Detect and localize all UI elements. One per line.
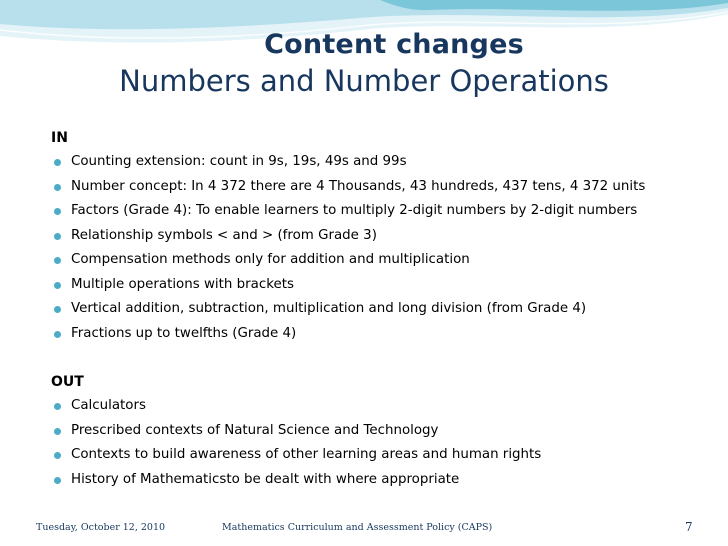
- list-item: [50, 394, 710, 419]
- bullet-icon: [54, 428, 61, 435]
- section-spacer: [50, 346, 710, 370]
- list-item: [50, 443, 710, 468]
- bullet-icon: [54, 159, 61, 166]
- list-item: [50, 273, 710, 298]
- slide-content: [50, 126, 710, 492]
- list-item-text: Calculators: [71, 398, 146, 413]
- list-item: [50, 468, 710, 493]
- bullet-icon: [54, 306, 61, 313]
- bullet-icon: [54, 331, 61, 338]
- slide-footer: [0, 518, 728, 538]
- bullet-icon: [54, 184, 61, 191]
- list-item-text: Number concept: In 4 372 there are 4 Thousands, 43 hundreds, 437 tens, 4 372 units: [71, 178, 646, 194]
- list-item-text: Prescribed contexts of Natural Science and Technology: [71, 422, 439, 438]
- section-heading-in: IN: [51, 130, 68, 146]
- bullet-icon: [54, 233, 61, 240]
- bullet-icon: [54, 452, 61, 459]
- list-item: [50, 322, 710, 347]
- section-heading-out: OUT: [51, 374, 84, 390]
- list-item-text: Compensation methods only for addition and multiplication: [71, 252, 470, 267]
- list-item: [50, 297, 710, 322]
- list-item-text: Multiple operations with brackets: [71, 276, 294, 292]
- title-block: [0, 28, 728, 100]
- bullet-icon: [54, 208, 61, 215]
- list-item-text: History of Mathematicsto be dealt with where appropriate: [71, 471, 460, 487]
- list-item: [50, 150, 710, 175]
- in-list: [50, 150, 710, 346]
- list-item: [50, 199, 710, 224]
- list-item: [50, 419, 710, 444]
- list-item-text: Vertical addition, subtraction, multiplication and long division (from Grade 4): [71, 301, 587, 316]
- page-number: 7: [685, 520, 693, 534]
- footer-caption: Mathematics Curriculum and Assessment Policy (CAPS): [222, 522, 493, 533]
- list-item-text: Factors (Grade 4): To enable learners to multiply 2-digit numbers by 2-digit numbers: [71, 203, 638, 218]
- footer-date: Tuesday, October 12, 2010: [36, 522, 166, 533]
- bullet-icon: [54, 403, 61, 410]
- bullet-icon: [54, 257, 61, 264]
- bullet-icon: [54, 282, 61, 289]
- list-item-text: Fractions up to twelfths (Grade 4): [71, 325, 297, 341]
- list-item-text: Contexts to build awareness of other learning areas and human rights: [71, 447, 542, 462]
- list-item: [50, 248, 710, 273]
- bullet-icon: [54, 477, 61, 484]
- list-item-text: Relationship symbols < and > (from Grade 3): [71, 227, 377, 243]
- list-item-text: Counting extension: count in 9s, 19s, 49s and 99s: [71, 154, 407, 169]
- slide-title: Content changes: [264, 29, 524, 60]
- slide-subtitle: Numbers and Number Operations: [119, 64, 609, 98]
- list-item: [50, 175, 710, 200]
- list-item: [50, 224, 710, 249]
- out-list: [50, 394, 710, 492]
